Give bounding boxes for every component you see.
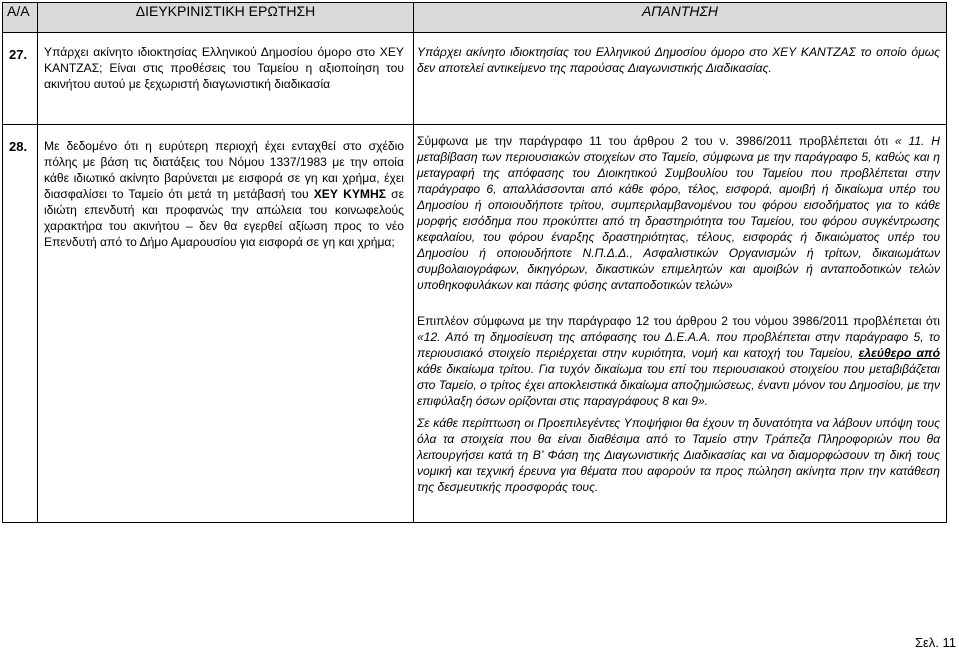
answer-paragraph-3: Σε κάθε περίπτωση οι Προεπιλεγέντες Υποψήφιοι θα έχουν τη δυνατότητα να λάβουν υπόψη τους όλα τα στοιχεία που θα είναι διαθέσιμα από το Ταμείο στην Τράπεζα Πληροφοριών που θα λειτουργήσει κατά τη Β’ Φάση της Διαγωνιστικής Διαδικασίας και να διαμορφώσουν τη δική τους νομική και τεχνική έρευνα για θέματα που αφορούν τα προς πώληση ακίνητα πριν την κατάθεση της δεσμευτικής προσφοράς τους. <box>417 416 940 494</box>
answer-text: Υπάρχει ακίνητο ιδιοκτησίας του Ελληνικού Δημοσίου όμορο στο ΧΕΥ ΚΑΝΤΖΑΣ το οποίο όμως δεν αποτελεί αντικείμενο της παρούσας Διαγωνιστικής Διαδικασίας. <box>414 33 947 125</box>
question-part: σε ιδιώτη επενδυτή και προφανώς την απώλεια του κοινωφελούς χαρακτήρα του ακινήτου – δεν θα εγερθεί αξίωση προς το νέο Επενδυτή από το Δήμο Αμαρουσίου για εισφορά σε γη και χρήμα; <box>44 187 404 249</box>
header-answer: ΑΠΑΝΤΗΣΗ <box>414 3 947 33</box>
paragraph-emphasis: ελεύθερο από <box>858 346 940 360</box>
header-number: Α/Α <box>3 3 38 33</box>
row-number: 28. <box>3 125 38 523</box>
table-row <box>3 33 947 125</box>
question-part: Με δεδομένο ότι η ευρύτερη περιοχή έχει ενταχθεί στο σχέδιο πόλης με βάση τις διατάξεις του Νόμου 1337/1983 με την οποία κάθε ιδιωτικό ακίνητο βαρύνεται με εισφορά σε γη και χρήμα, έχει διασφαλίσει το Ταμείο ότι μετά τη μετάβασή του <box>44 139 404 201</box>
question-bold-part: ΧΕΥ ΚΥΜΗΣ <box>313 187 386 201</box>
paragraph-quote: « 11. Η μεταβίβαση των περιουσιακών στοιχείων στο Ταμείο, σύμφωνα με την παράγραφο 5, καθώς και η μεταγραφή της απόφασης του Διοικητικού Συμβουλίου του Ταμείου που προβλέπεται στην παράγραφο 6, απαλλάσσονται από κάθε φόρο, τέλος, εισφορά, αμοιβή ή δικαίωμα υπέρ του Δημοσίου ή οποιουδήποτε τρίτου, συμπεριλαμβανομένου του φόρου εισοδήματος για το κάθε μορφής εισόδημα που προκύπτει από τη δραστηριότητα του Ταμείου, του φόρου συγκέντρωσης κεφαλαίου, του φόρου έναρξης δραστηριότητας, τέλους, εισφοράς ή δικαιώματος υπέρ του Δημοσίου ή οποιουδήποτε Ν.Π.Δ.Δ., Ασφαλιστικών Οργανισμών ή τρίτων, δικαιωμάτων συμβολαιογράφων, δικηγόρων, δικαστικών επιμελητών και αμοιβών ή ανταποδοτικών τελών υποθηκοφυλάκων και πάσης φύσης ανταποδοτικών τελών» <box>417 134 940 292</box>
table-header-row <box>3 3 947 33</box>
header-question: ΔΙΕΥΚΡΙΝΙΣΤΙΚΗ ΕΡΩΤΗΣΗ <box>38 3 414 33</box>
paragraph-quote: κάθε δικαίωμα τρίτου. Για τυχόν δικαίωμα του επί του περιουσιακού στοιχείου που μεταβιβάζεται στο Ταμείο, ο τρίτος έχει αποκλειστικά δικαίωμα αποζημιώσεως, έναντι μόνον του Δημοσίου, με την επιφύλαξη όσων ορίζονται στις παραγράφους 8 και 9». <box>417 362 940 408</box>
paragraph-intro: Σύμφωνα με την παράγραφο 11 του άρθρου 2 του ν. 3986/2011 προβλέπεται ότι <box>417 134 895 148</box>
answer-paragraph-1 <box>417 133 940 293</box>
question-text: Υπάρχει ακίνητο ιδιοκτησίας Ελληνικού Δημοσίου όμορο στο ΧΕΥ ΚΑΝΤΖΑΣ; Είναι στις προθέσεις του Ταμείου η αξιοποίηση του ακινήτου αυτού με ξεχωριστή διαγωνιστική διαδικασία <box>38 33 414 125</box>
answer-text <box>414 125 947 523</box>
row-number: 27. <box>3 33 38 125</box>
page-number: Σελ. 11 <box>914 635 956 650</box>
answer-paragraph-2 <box>417 313 940 409</box>
question-text <box>38 125 414 523</box>
table-row <box>3 125 947 523</box>
qa-table <box>2 2 947 523</box>
paragraph-quote: «12. Από τη δημοσίευση της απόφασης του Δ.Ε.Α.Α. που προβλέπεται στην παράγραφο 5, το περιουσιακό στοιχείο περιέρχεται στην κυριότητα, νομή και κατοχή του Ταμείου, <box>417 330 940 360</box>
paragraph-intro: Επιπλέον σύμφωνα με την παράγραφο 12 του άρθρου 2 του νόμου 3986/2011 προβλέπεται ότι <box>417 314 940 328</box>
